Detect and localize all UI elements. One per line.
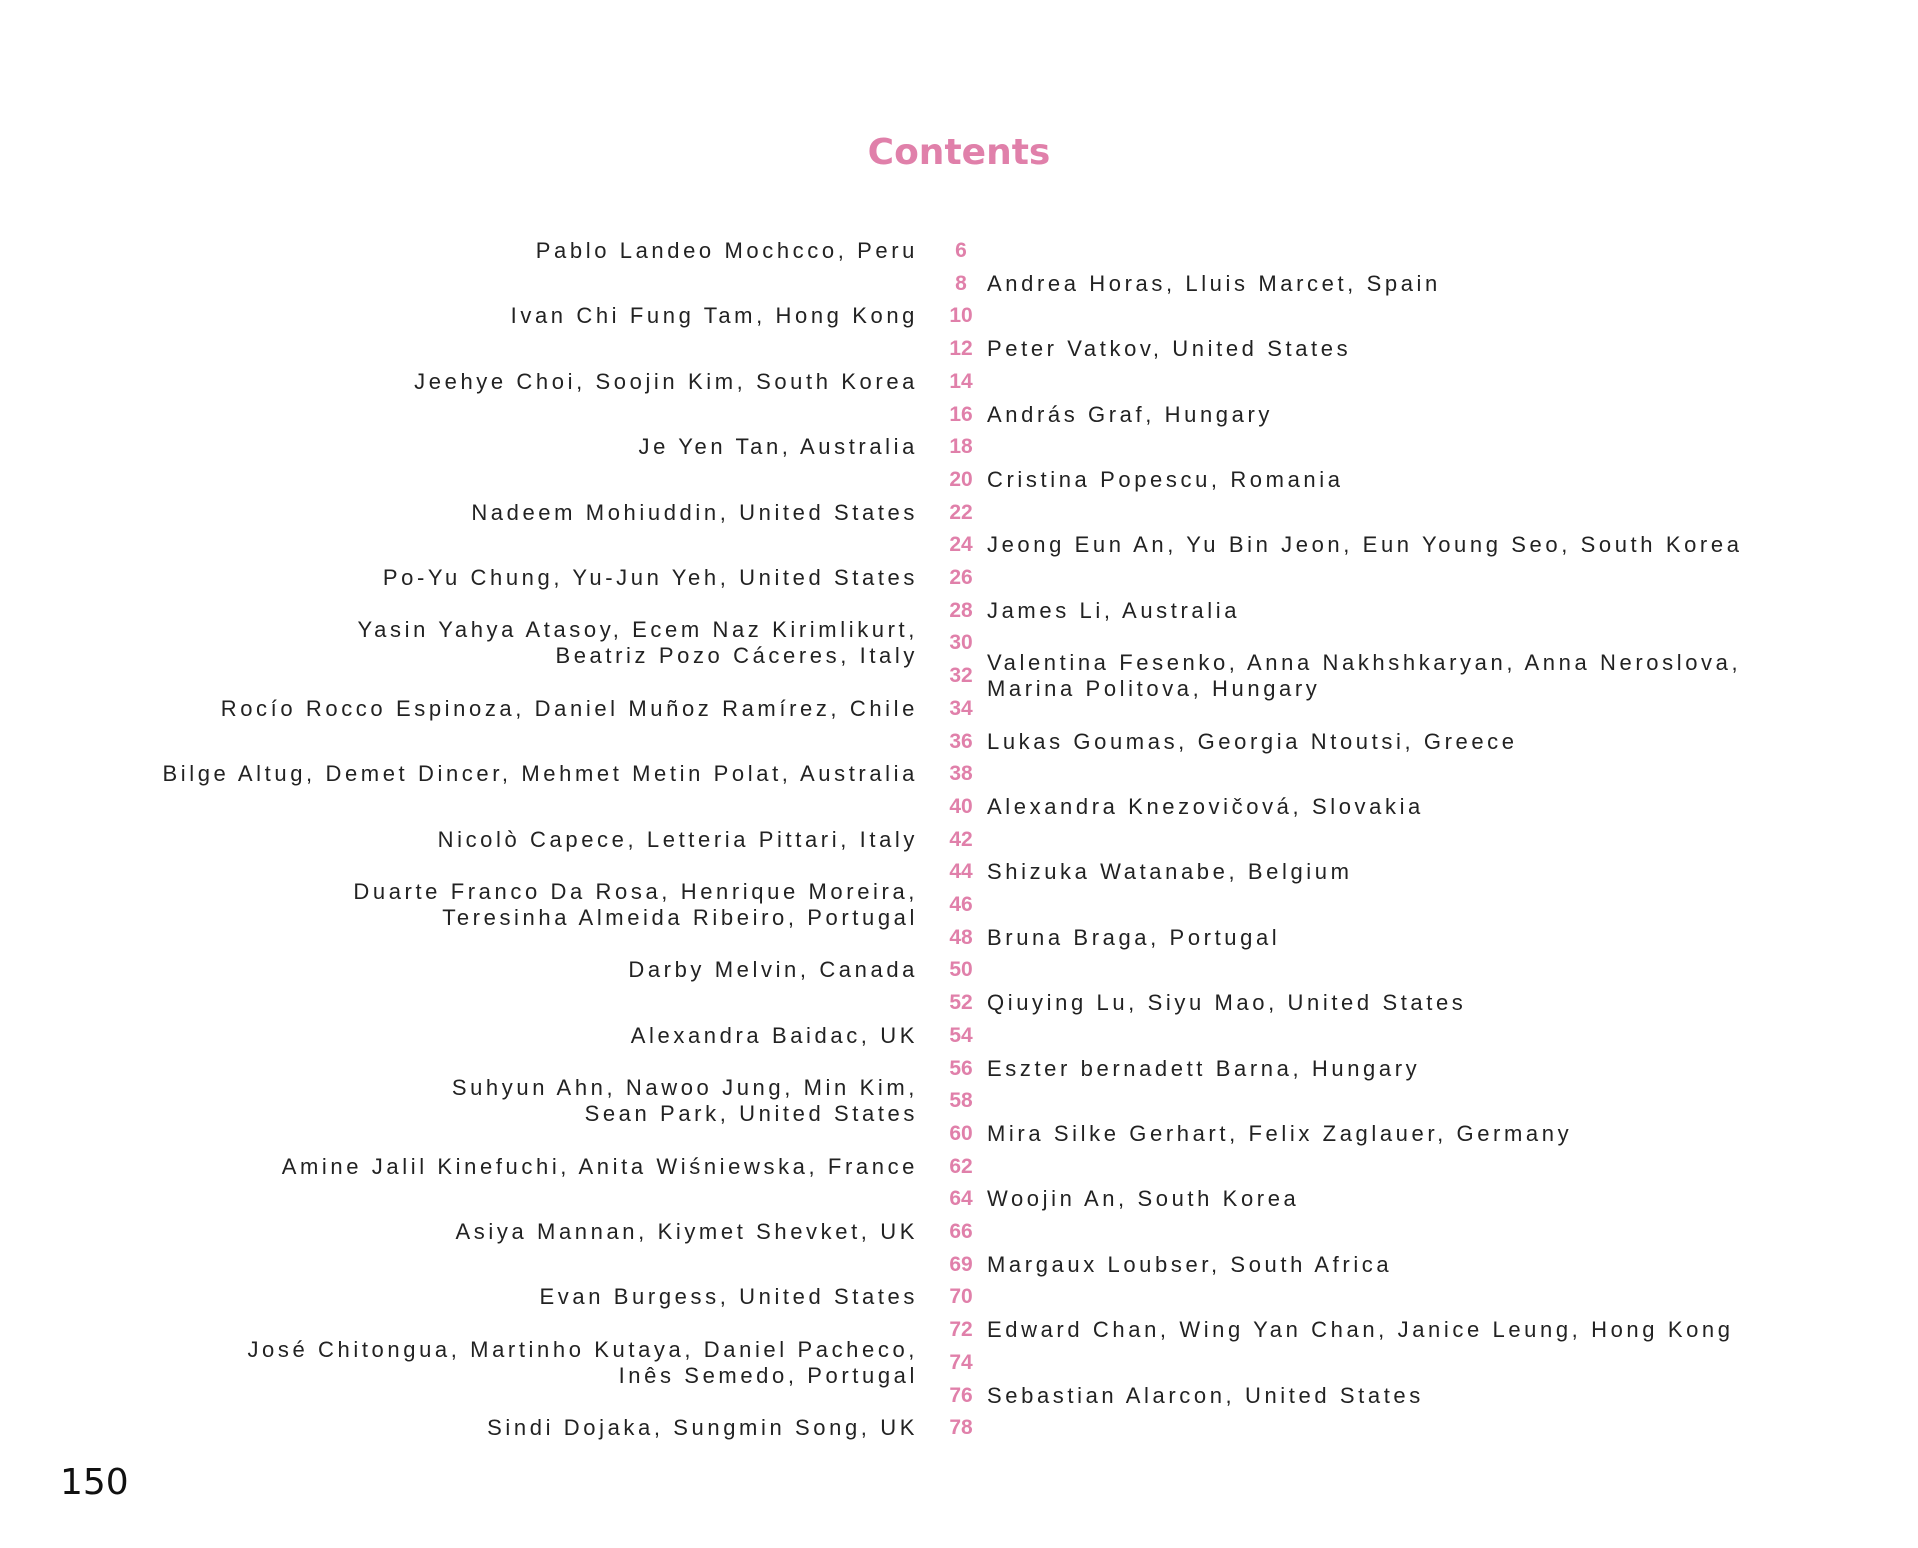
entry-page-number: 64 xyxy=(949,1187,973,1211)
contents-entry[interactable] xyxy=(0,1219,1918,1245)
entry-page-number: 70 xyxy=(949,1285,973,1309)
contents-entry[interactable] xyxy=(0,794,1918,820)
entry-authors: Lukas Goumas, Georgia Ntoutsi, Greece xyxy=(987,728,1518,754)
contents-entry[interactable] xyxy=(0,1186,1918,1212)
contents-entry[interactable] xyxy=(0,1023,1918,1049)
contents-entry[interactable] xyxy=(0,925,1918,951)
entry-authors: Edward Chan, Wing Yan Chan, Janice Leung, Hong Kong xyxy=(987,1317,1734,1343)
entry-page-number: 32 xyxy=(949,664,973,688)
entry-page-number: 14 xyxy=(949,369,973,393)
entry-authors: Bilge Altug, Demet Dincer, Mehmet Metin Polat, Australia xyxy=(162,761,918,787)
entry-authors: Valentina Fesenko, Anna Nakhshkaryan, Anna Neroslova, xyxy=(987,650,1742,676)
entry-authors: András Graf, Hungary xyxy=(987,401,1273,427)
entry-authors: Ivan Chi Fung Tam, Hong Kong xyxy=(510,303,918,329)
entry-page-number: 38 xyxy=(949,762,973,786)
contents-entry[interactable] xyxy=(0,565,1918,591)
entry-authors: Inês Semedo, Portugal xyxy=(618,1362,918,1388)
contents-entry[interactable] xyxy=(0,303,1918,329)
entry-page-number: 18 xyxy=(949,435,973,459)
contents-entry[interactable] xyxy=(0,827,1918,853)
entry-authors: Alexandra Baidac, UK xyxy=(630,1022,918,1048)
contents-entry[interactable] xyxy=(0,1284,1918,1310)
entry-page-number: 28 xyxy=(949,598,973,622)
contents-entry[interactable] xyxy=(0,402,1918,428)
entry-page-number: 42 xyxy=(949,827,973,851)
contents-entry[interactable] xyxy=(0,1121,1918,1147)
contents-entry[interactable] xyxy=(0,434,1918,460)
entry-page-number: 62 xyxy=(949,1154,973,1178)
entry-page-number: 24 xyxy=(949,533,973,557)
entry-page-number: 36 xyxy=(949,729,973,753)
entry-page-number: 12 xyxy=(949,337,973,361)
entry-page-number: 16 xyxy=(949,402,973,426)
entry-authors: Qiuying Lu, Siyu Mao, United States xyxy=(987,990,1467,1016)
entry-page-number: 40 xyxy=(949,794,973,818)
entry-page-number: 50 xyxy=(949,958,973,982)
entry-page-number: 76 xyxy=(949,1383,973,1407)
entry-page-number: 74 xyxy=(949,1350,973,1374)
entry-authors: Amine Jalil Kinefuchi, Anita Wiśniewska, France xyxy=(281,1153,918,1179)
contents-entry[interactable] xyxy=(0,500,1918,526)
entry-page-number: 69 xyxy=(949,1252,973,1276)
contents-entry[interactable] xyxy=(0,271,1918,297)
entry-authors: Sean Park, United States xyxy=(584,1101,918,1127)
page-number: 150 xyxy=(60,1462,129,1503)
entry-authors: Beatriz Pozo Cáceres, Italy xyxy=(555,643,918,669)
contents-entry[interactable] xyxy=(0,696,1918,722)
entry-page-number: 52 xyxy=(949,991,973,1015)
entry-authors: Je Yen Tan, Australia xyxy=(638,434,918,460)
entry-authors: Evan Burgess, United States xyxy=(539,1284,918,1310)
entry-page-number: 72 xyxy=(949,1318,973,1342)
entry-authors: Andrea Horas, Lluis Marcet, Spain xyxy=(987,270,1441,296)
entry-authors: Rocío Rocco Espinoza, Daniel Muñoz Ramírez, Chile xyxy=(220,695,918,721)
entry-page-number: 46 xyxy=(949,893,973,916)
contents-entry[interactable] xyxy=(0,1336,1918,1388)
entry-authors: Sebastian Alarcon, United States xyxy=(987,1382,1424,1408)
contents-entry[interactable] xyxy=(0,1075,1918,1127)
entry-authors: Pablo Landeo Mochcco, Peru xyxy=(535,238,918,263)
entry-authors: Marina Politova, Hungary xyxy=(987,676,1321,702)
contents-entry[interactable] xyxy=(0,1383,1918,1409)
entry-authors: Jeong Eun An, Yu Bin Jeon, Eun Young Seo, South Korea xyxy=(987,532,1743,558)
entry-page-number: 54 xyxy=(949,1023,973,1047)
entry-page-number: 56 xyxy=(949,1056,973,1080)
contents-entry[interactable] xyxy=(0,532,1918,558)
entry-authors: Alexandra Knezovičová, Slovakia xyxy=(987,793,1424,819)
page-title: Contents xyxy=(867,132,1051,173)
contents-entry[interactable] xyxy=(0,879,1918,930)
entry-authors: Cristina Popescu, Romania xyxy=(987,466,1344,492)
contents-entry[interactable] xyxy=(0,369,1918,395)
entry-page-number: 58 xyxy=(949,1089,973,1113)
contents-entry[interactable] xyxy=(0,238,1918,264)
entry-page-number: 66 xyxy=(949,1220,973,1243)
entry-authors: Woojin An, South Korea xyxy=(987,1186,1300,1212)
entry-page-number: 26 xyxy=(949,566,973,589)
entry-authors: Eszter bernadett Barna, Hungary xyxy=(987,1055,1421,1081)
entry-authors: Darby Melvin, Canada xyxy=(628,957,918,983)
contents-entry[interactable] xyxy=(0,990,1918,1016)
entry-authors: Jeehye Choi, Soojin Kim, South Korea xyxy=(414,368,918,394)
entry-authors: Margaux Loubser, South Africa xyxy=(987,1251,1393,1277)
entry-page-number: 8 xyxy=(955,271,967,295)
entry-page-number: 44 xyxy=(949,860,973,884)
entry-page-number: 34 xyxy=(949,696,973,720)
entry-authors: Shizuka Watanabe, Belgium xyxy=(987,859,1353,885)
entry-page-number: 30 xyxy=(949,631,973,655)
contents-entry[interactable] xyxy=(0,1056,1918,1082)
entry-authors: Teresinha Almeida Ribeiro, Portugal xyxy=(442,905,918,930)
entry-page-number: 6 xyxy=(955,239,967,262)
entry-authors: Peter Vatkov, United States xyxy=(987,336,1352,362)
entry-authors: Sindi Dojaka, Sungmin Song, UK xyxy=(487,1415,918,1441)
contents-entry[interactable] xyxy=(0,467,1918,493)
entry-page-number: 48 xyxy=(949,925,973,949)
entry-authors: James Li, Australia xyxy=(987,597,1241,623)
entry-authors: Bruna Braga, Portugal xyxy=(987,924,1281,950)
entry-authors: José Chitongua, Martinho Kutaya, Daniel Pacheco, xyxy=(247,1336,918,1362)
contents-entry[interactable] xyxy=(0,1252,1918,1278)
contents-entry[interactable] xyxy=(0,761,1918,787)
contents-entry[interactable] xyxy=(0,1154,1918,1180)
contents-entry[interactable] xyxy=(0,1415,1918,1441)
entry-authors: Po-Yu Chung, Yu-Jun Yeh, United States xyxy=(382,565,918,590)
entry-authors: Yasin Yahya Atasoy, Ecem Naz Kirimlikurt, xyxy=(357,617,918,643)
entry-authors: Nadeem Mohiuddin, United States xyxy=(471,499,918,525)
entry-authors: Nicolò Capece, Letteria Pittari, Italy xyxy=(437,826,918,852)
entry-page-number: 22 xyxy=(949,500,973,524)
entry-authors: Duarte Franco Da Rosa, Henrique Moreira, xyxy=(353,879,918,904)
contents-entry[interactable] xyxy=(0,859,1918,885)
entry-authors: Suhyun Ahn, Nawoo Jung, Min Kim, xyxy=(451,1075,918,1101)
entry-page-number: 10 xyxy=(949,304,973,328)
entry-authors: Mira Silke Gerhart, Felix Zaglauer, Germany xyxy=(987,1120,1573,1146)
entry-page-number: 20 xyxy=(949,467,973,491)
contents-entry[interactable] xyxy=(0,729,1918,755)
entry-page-number: 60 xyxy=(949,1121,973,1145)
contents-entry[interactable] xyxy=(0,957,1918,983)
contents-entry[interactable] xyxy=(0,336,1918,362)
contents-entry[interactable] xyxy=(0,598,1918,624)
entry-authors: Asiya Mannan, Kiymet Shevket, UK xyxy=(455,1219,918,1244)
entry-page-number: 78 xyxy=(949,1416,973,1440)
